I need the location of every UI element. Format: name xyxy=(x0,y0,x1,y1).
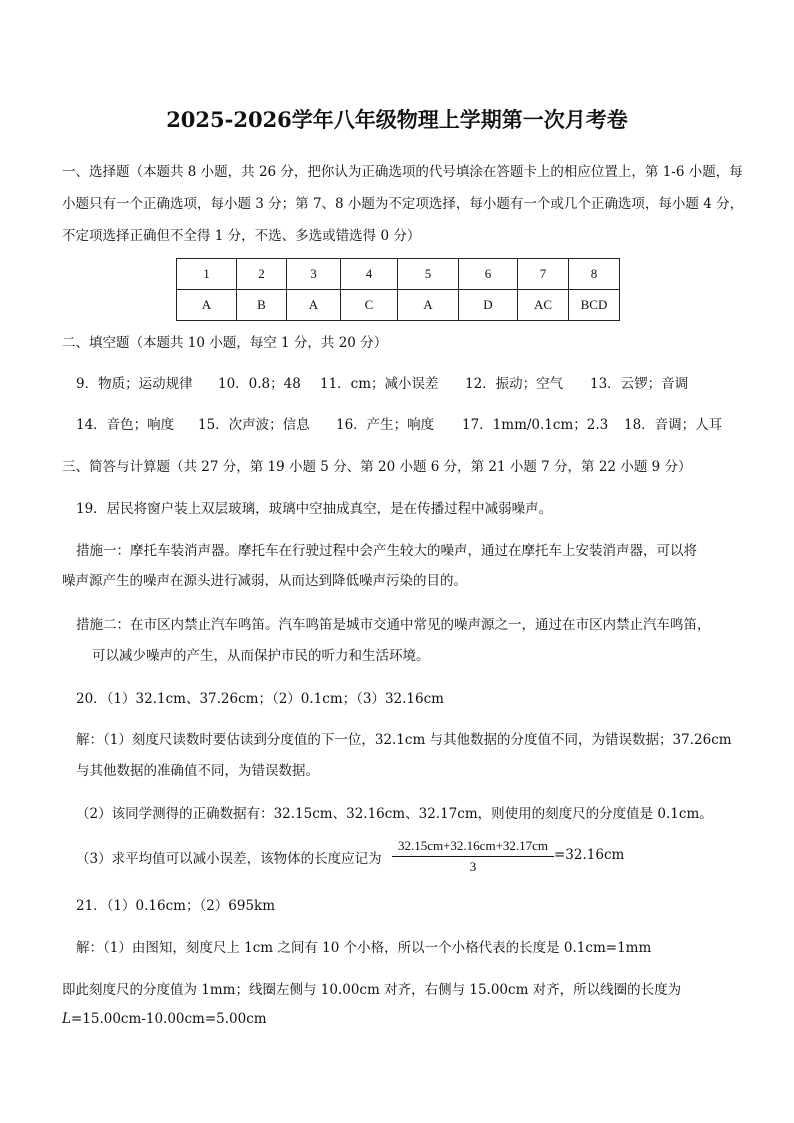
measure2-line2: 可以减少噪声的产生，从而保护市民的听力和生活环境。 xyxy=(92,648,430,664)
q20-solution-line4: （3）求平均值可以减小误差，该物体的长度应记为 xyxy=(76,851,382,867)
table-cell-answer: B xyxy=(237,290,287,321)
fraction-numerator: 32.15cm+32.16cm+32.17cm xyxy=(392,838,554,857)
measure1-line1: 措施一：摩托车装消声器。摩托车在行驶过程中会产生较大的噪声，通过在摩托车上安装消声器，可以将 xyxy=(76,543,697,559)
fill-answer-9: 9．物质；运动规律 xyxy=(76,376,193,392)
answer-table-number-row xyxy=(177,259,620,290)
exam-title: 2025-2026学年八年级物理上学期第一次月考卷 xyxy=(166,107,628,132)
table-cell-answer: AC xyxy=(518,290,569,321)
fill-answer-16: 16．产生；响度 xyxy=(336,417,435,433)
measure1-line2: 噪声源产生的噪声在源头进行减弱，从而达到降低噪声污染的目的。 xyxy=(62,573,467,589)
fill-answer-18: 18．音调；人耳 xyxy=(624,417,723,433)
fill-answer-13: 13．云锣；音调 xyxy=(590,376,689,392)
q21-solution-line1: 解：（1）由图知，刻度尺上 1cm 之间有 10 个小格，所以一个小格代表的长度是 0.1cm=1mm xyxy=(76,940,652,956)
table-cell-answer: D xyxy=(459,290,518,321)
fill-answer-14: 14．音色；响度 xyxy=(76,417,175,433)
table-cell-number: 2 xyxy=(237,259,287,290)
q21-solution-line3 xyxy=(62,1011,267,1027)
fill-answer-17: 17．1mm/0.1cm；2.3 xyxy=(462,417,609,433)
q20-solution-line1: 解：（1）刻度尺读数时要估读到分度值的下一位，32.1cm 与其他数据的分度值不同，为错误数据；37.26cm xyxy=(76,732,732,748)
length-variable: L xyxy=(62,1011,71,1027)
section3-heading: 三、简答与计算题（共 27 分，第 19 小题 5 分、第 20 小题 6 分，第 21 小题 7 分，第 22 小题 9 分） xyxy=(62,459,692,475)
table-cell-number: 4 xyxy=(341,259,398,290)
q19-answer: 19．居民将窗户装上双层玻璃，玻璃中空抽成真空，是在传播过程中减弱噪声。 xyxy=(76,501,553,517)
fraction-denominator: 3 xyxy=(469,859,477,874)
section1-text-line3: 不定项选择正确但不全得 1 分，不选、多选或错选得 0 分） xyxy=(62,228,421,244)
q21-solution-line2: 即此刻度尺的分度值为 1mm；线圈左侧与 10.00cm 对齐，右侧与 15.00cm 对齐，所以线圈的长度为 xyxy=(62,982,682,998)
average-fraction xyxy=(392,838,554,875)
table-cell-number: 7 xyxy=(518,259,569,290)
table-cell-number: 5 xyxy=(398,259,459,290)
table-cell-answer: A xyxy=(177,290,237,321)
table-cell-number: 3 xyxy=(287,259,341,290)
table-cell-answer: C xyxy=(341,290,398,321)
section2-heading: 二、填空题（本题共 10 小题，每空 1 分，共 20 分） xyxy=(62,335,388,351)
fill-answer-10: 10．0.8；48 xyxy=(218,376,301,392)
section1-text-line1: 一、选择题（本题共 8 小题，共 26 分，把你认为正确选项的代号填涂在答题卡上的相应位置上，第 1-6 小题，每 xyxy=(62,164,743,180)
answer-table xyxy=(176,258,620,321)
length-equation: =15.00cm-10.00cm=5.00cm xyxy=(70,1011,267,1027)
table-cell-number: 8 xyxy=(569,259,620,290)
fraction-result: =32.16cm xyxy=(554,847,625,863)
fill-answer-15: 15．次声波；信息 xyxy=(198,417,310,433)
table-cell-answer: A xyxy=(398,290,459,321)
answer-table-answer-row xyxy=(177,290,620,321)
table-cell-number: 6 xyxy=(459,259,518,290)
q21-answer: 21．（1）0.16cm；（2）695km xyxy=(76,898,276,914)
table-cell-answer: BCD xyxy=(569,290,620,321)
measure2-line1: 措施二：在市区内禁止汽车鸣笛。汽车鸣笛是城市交通中常见的噪声源之一，通过在市区内禁止汽车鸣笛， xyxy=(76,617,711,633)
table-cell-answer: A xyxy=(287,290,341,321)
section1-text-line2: 小题只有一个正确选项，每小题 3 分；第 7、8 小题为不定项选择，每小题有一个或几个正确选项，每小题 4 分， xyxy=(62,196,744,212)
fill-answer-12: 12．振动；空气 xyxy=(465,376,564,392)
q20-solution-line2: 与其他数据的准确值不同，为错误数据。 xyxy=(76,763,319,779)
q20-answer: 20．（1）32.1cm、37.26cm；（2）0.1cm；（3）32.16cm xyxy=(76,691,444,707)
q20-solution-line3: （2）该同学测得的正确数据有：32.15cm、32.16cm、32.17cm，则使用的刻度尺的分度值是 0.1cm。 xyxy=(76,806,713,822)
fill-answer-11: 11．cm；减小误差 xyxy=(320,376,439,392)
table-cell-number: 1 xyxy=(177,259,237,290)
